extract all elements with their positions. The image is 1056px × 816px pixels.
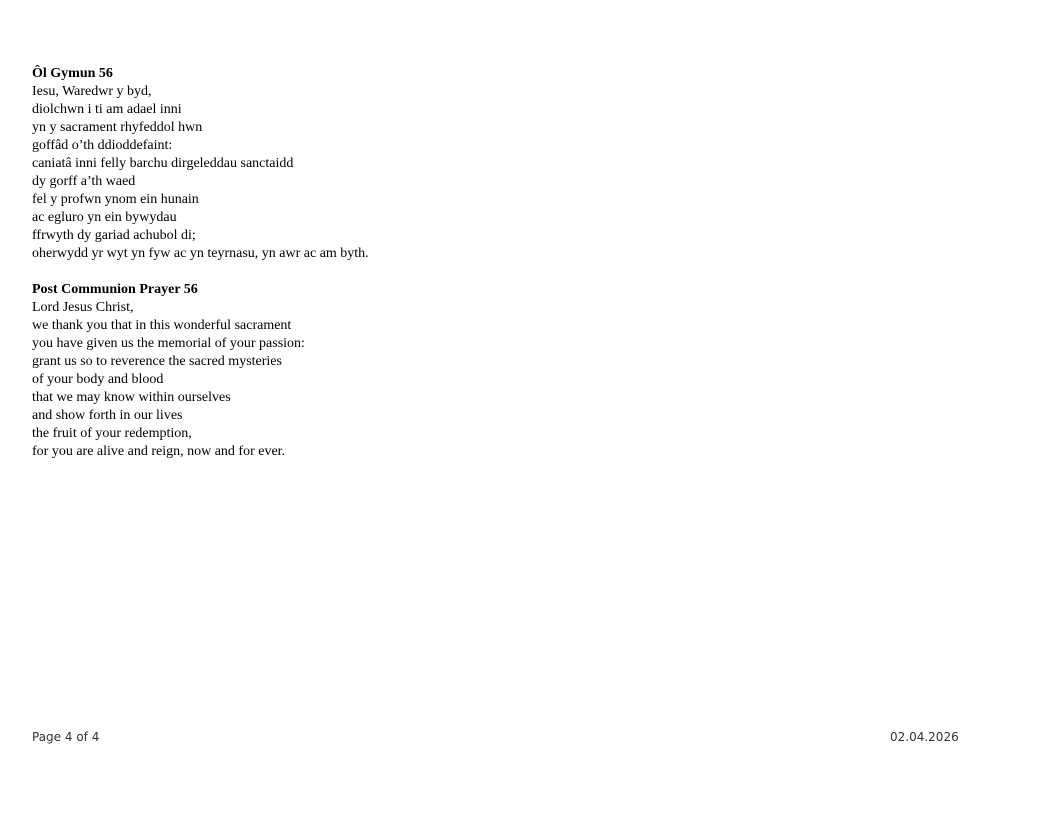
welsh-prayer-heading: Ôl Gymun 56 [32,66,113,81]
footer-date: 02.04.2026 [890,730,959,744]
prayer-line: ac egluro yn ein bywydau [32,210,177,225]
prayer-line: Lord Jesus Christ, [32,300,134,315]
english-prayer-section [32,281,369,461]
prayer-line: oherwydd yr wyt yn fyw ac yn teyrnasu, yn awr ac am byth. [32,246,369,261]
prayer-line: diolchwn i ti am adael inni [32,102,182,117]
prayer-line: you have given us the memorial of your passion: [32,336,305,351]
prayer-line: that we may know within ourselves [32,390,231,405]
prayer-line: Iesu, Waredwr y byd, [32,84,152,99]
prayer-line: caniatâ inni felly barchu dirgeleddau sanctaidd [32,156,294,171]
page-number: Page 4 of 4 [32,730,100,744]
prayer-line: goffâd o’th ddioddefaint: [32,138,173,153]
document-body [32,65,369,461]
english-prayer-heading: Post Communion Prayer 56 [32,282,198,297]
prayer-line: fel y profwn ynom ein hunain [32,192,199,207]
prayer-line: dy gorff a’th waed [32,174,136,189]
prayer-line: for you are alive and reign, now and for ever. [32,444,286,459]
prayer-line: ffrwyth dy gariad achubol di; [32,228,196,243]
prayer-line: of your body and blood [32,372,164,387]
prayer-line: grant us so to reverence the sacred mysteries [32,354,282,369]
welsh-prayer-section [32,65,369,263]
prayer-line: and show forth in our lives [32,408,183,423]
prayer-line: the fruit of your redemption, [32,426,192,441]
prayer-line: yn y sacrament rhyfeddol hwn [32,120,203,135]
prayer-line: we thank you that in this wonderful sacrament [32,318,292,333]
